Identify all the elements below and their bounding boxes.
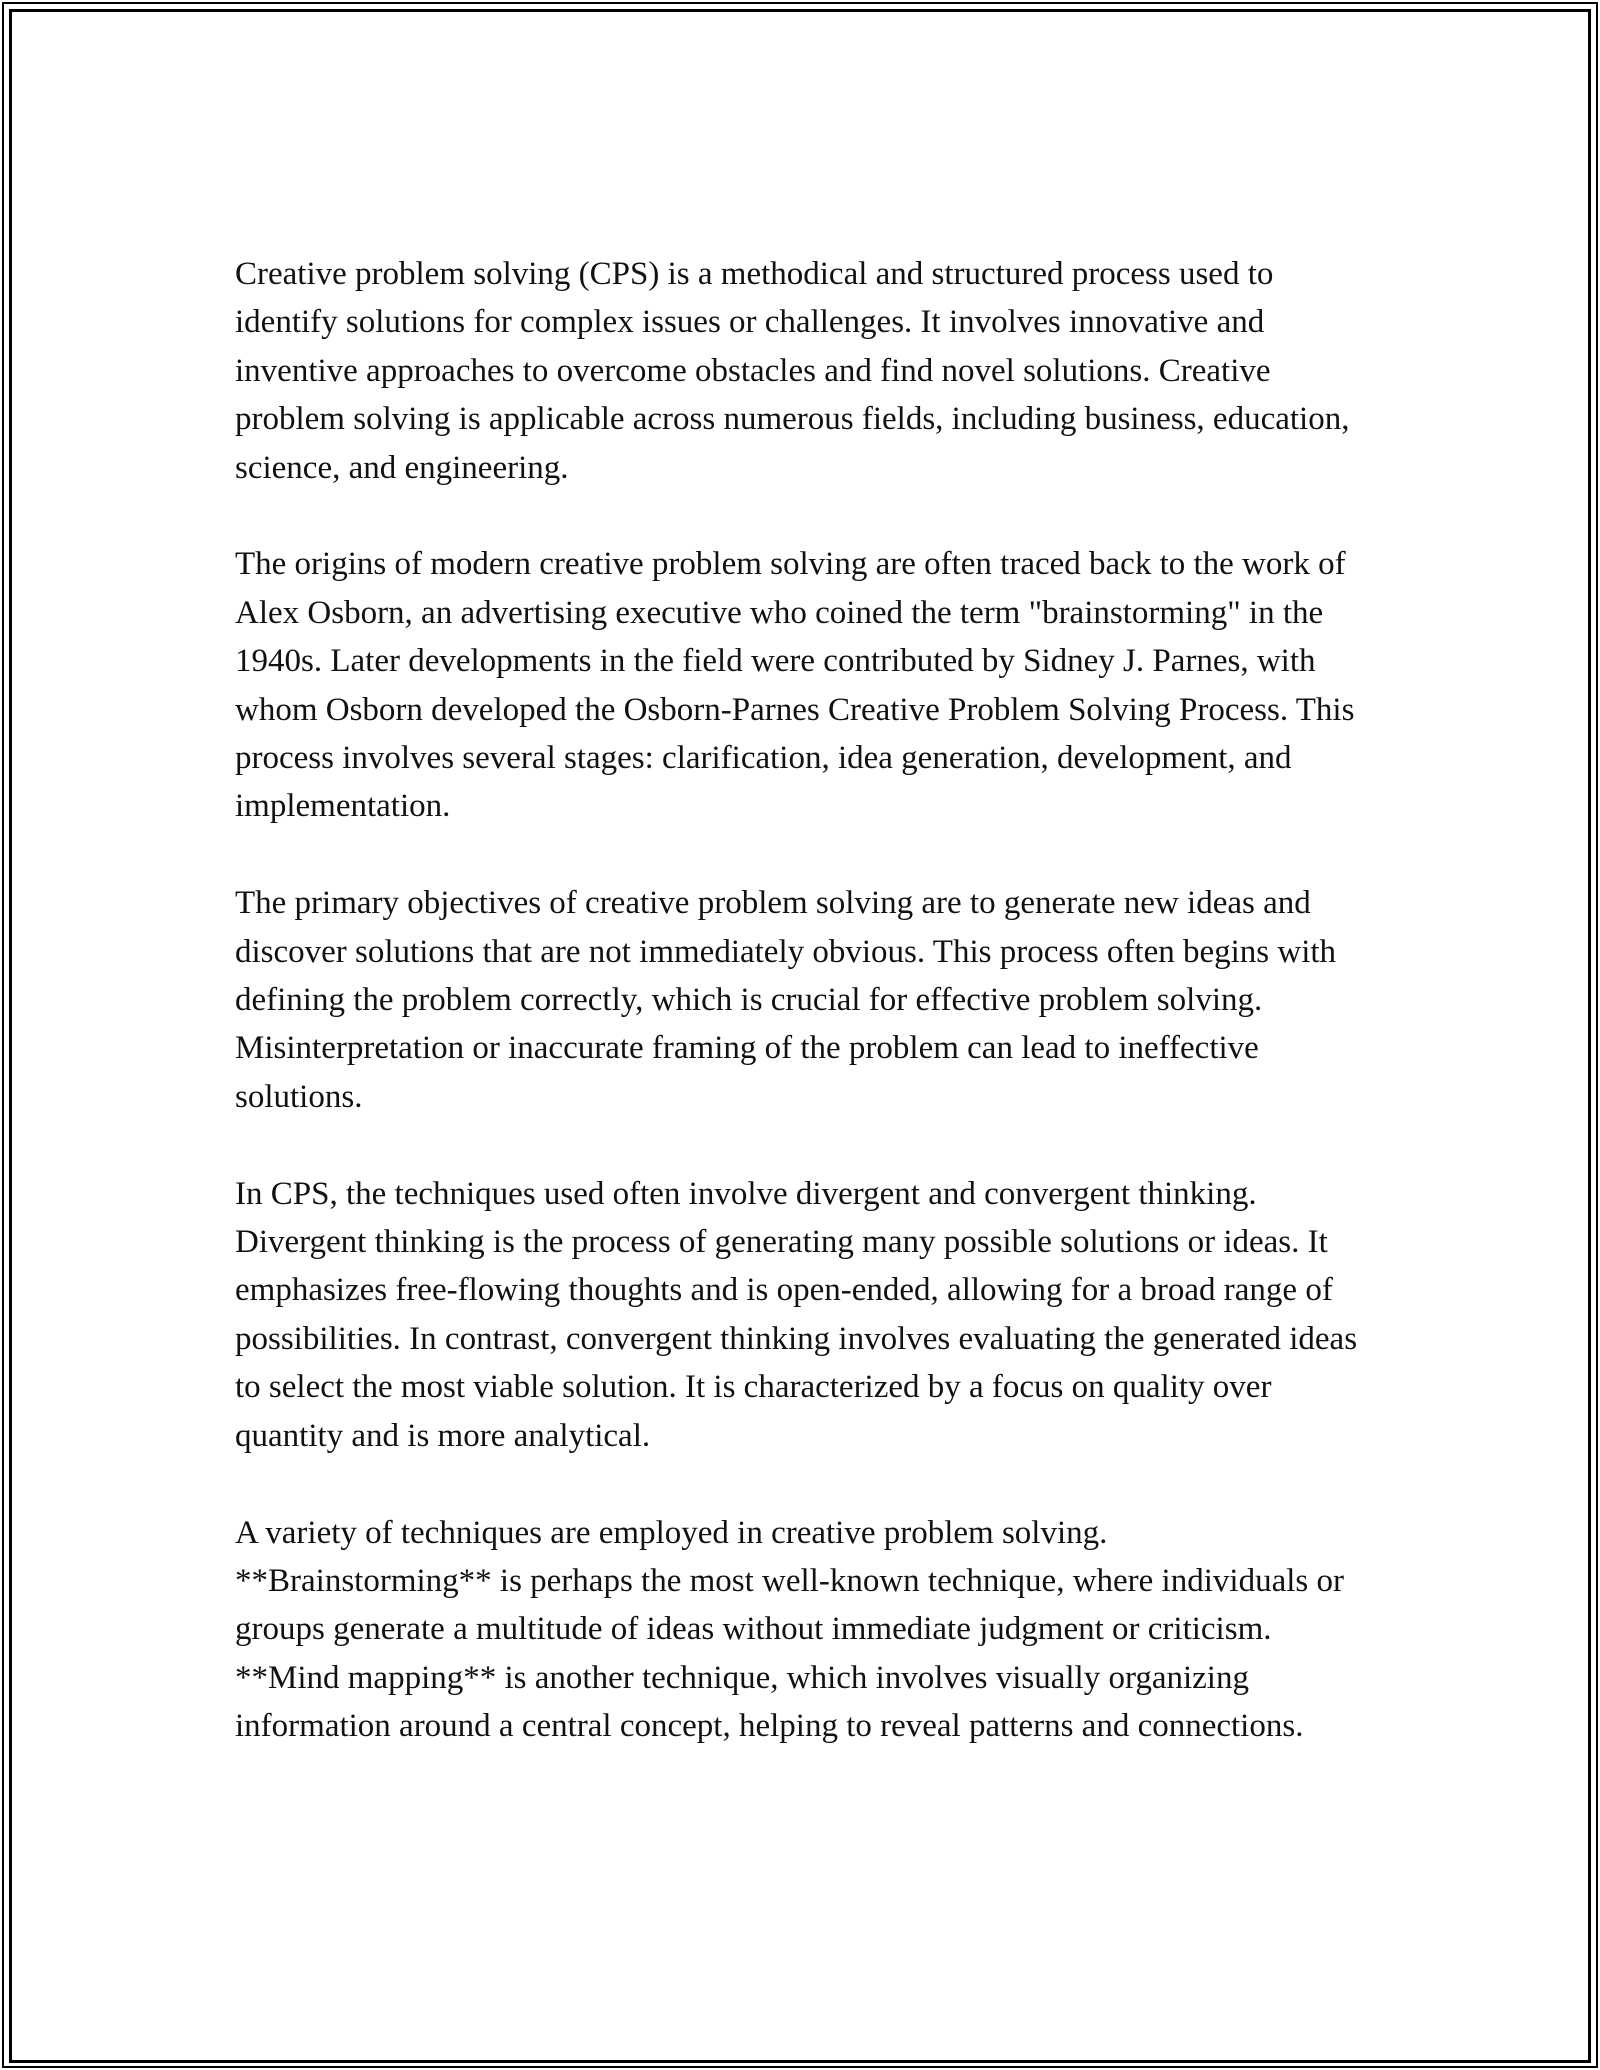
paragraph-cps-origins: The origins of modern creative problem solving are often traced back to the work of Alex Osborn, an advertising executive who coined the term "brainstorming" in the 1940s. Later developments in the field were contributed by Sidney J. Parnes, with whom Osborn developed the Osborn-Parnes Creative Problem Solving Process. This process involves several stages: clarification, idea generation, development, and implementation. — [235, 546, 1355, 825]
paragraph-techniques: A variety of techniques are employed in creative problem solving. **Brainstorming** is perhaps the most well-known technique, where individuals or groups generate a multitude of ideas without immediate judgment or criticism. **Mind mapping** is another technique, which involves visually organizing information around a central concept, helping to reveal patterns and connections. — [235, 1514, 1344, 1745]
paragraph-divergent-convergent: In CPS, the techniques used often involve divergent and convergent thinking. Divergent thinking is the process of generating many possible solutions or ideas. It emphasizes free-flowing thoughts and is open-ended, allowing for a broad range of possibilities. In contrast, convergent thinking involves evaluating the generated ideas to select the most viable solution. It is characterized by a focus on quality over quantity and is more analytical. — [235, 1175, 1358, 1454]
paragraph-cps-definition: Creative problem solving (CPS) is a methodical and structured process used to identify solutions for complex issues or challenges. It involves innovative and inventive approaches to overcome obstacles and find novel solutions. Creative problem solving is applicable across numerous fields, including business, education, science, and engineering. — [235, 256, 1350, 486]
paragraph-cps-objectives: The primary objectives of creative problem solving are to generate new ideas and discover solutions that are not immediately obvious. This process often begins with defining the problem correctly, which is crucial for effective problem solving. Misinterpretation or inaccurate framing of the problem can lead to ineffective solutions. — [235, 885, 1337, 1115]
document-body — [235, 250, 1365, 1799]
